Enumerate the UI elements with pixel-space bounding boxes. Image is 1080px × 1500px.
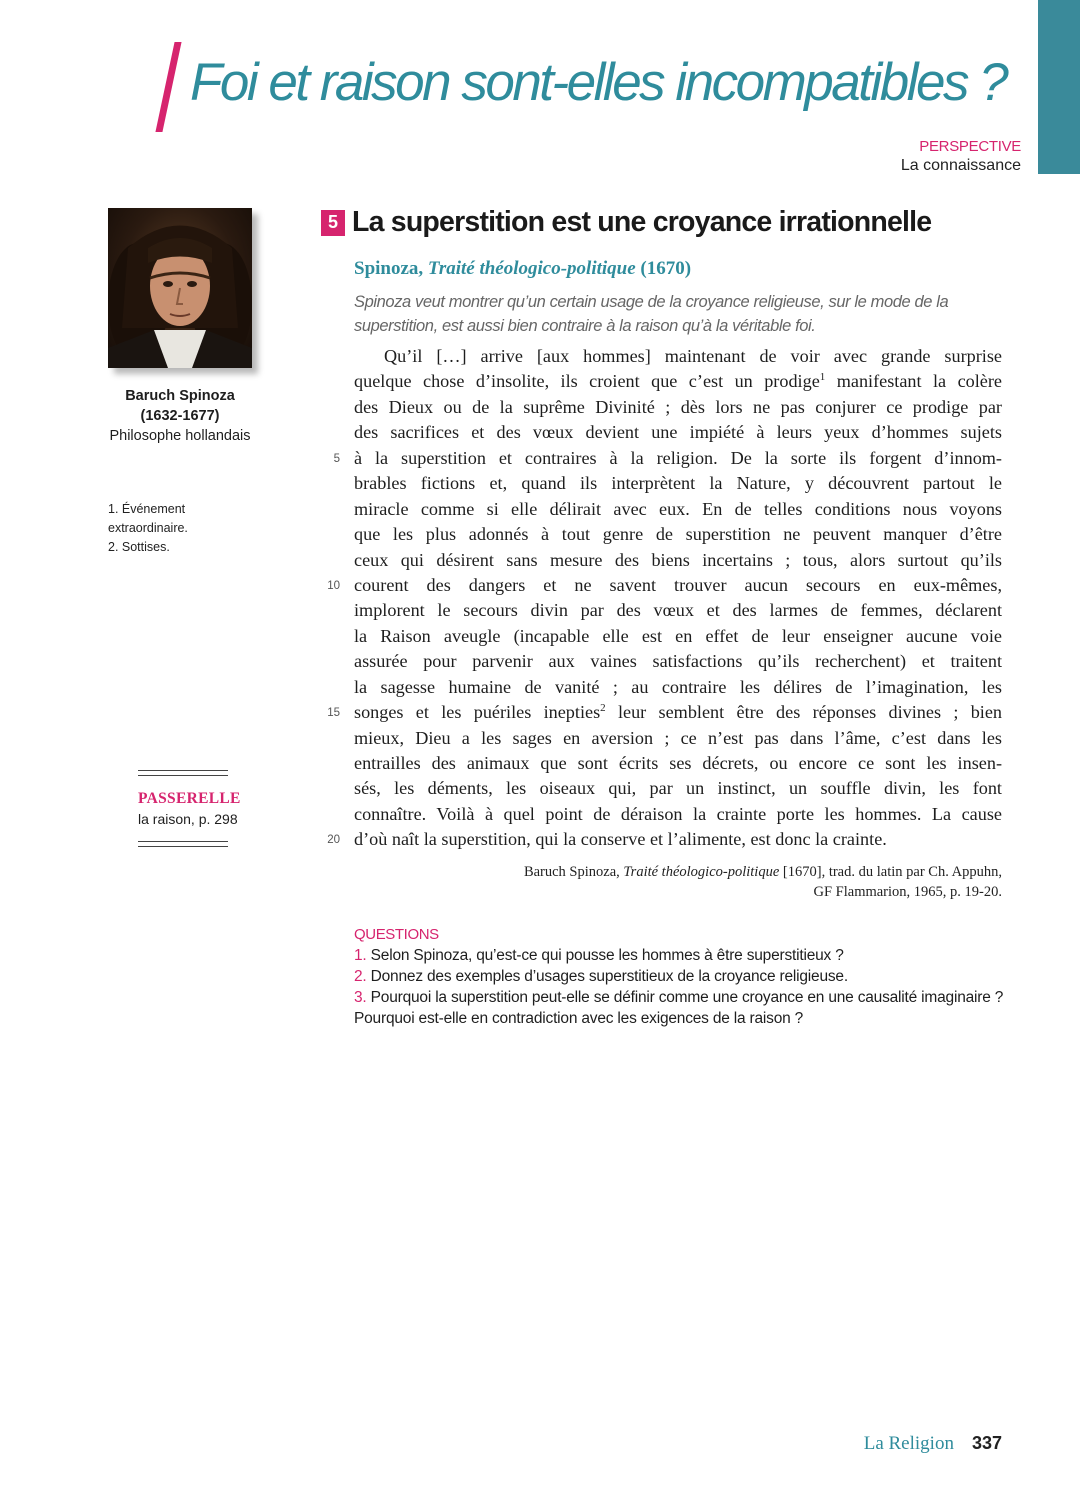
footnotes [108,500,258,557]
philosopher-role: Philosophe hollandais [109,428,251,444]
portrait-illustration [108,208,252,368]
line-number: 10 [327,580,340,592]
source-line [354,258,691,280]
footnote-mark: 2 [600,702,606,715]
text-line: à la superstition et contraires à la religion. De la sorte ils forgent d’innom- [354,447,1002,468]
question-item: 2. Donnez des exemples d’usages superstitieux de la croyance religieuse. [354,968,848,985]
citation [524,862,1002,902]
text-line: ceux qui désirent sans mesure des biens incertains ; tous, alors surtout qu’ils [354,549,1002,570]
text-line: miracle comme si elle délirait avec eux. En de telles conditions nous voyons [354,498,1002,519]
line-number: 20 [327,834,340,846]
perspective-value: La connaissance [900,157,1021,174]
text-line: des sacrifices et des vœux devient une impiété à leurs yeux d’hommes sujets [354,422,1002,443]
text-line: brables fictions et, quand ils interprètent la Nature, y découvrent partout le [354,473,1002,494]
text-line: d’où naît la superstition, qui la conserve et l’alimente, est donc la crainte. [354,829,887,850]
questions-block [354,926,1004,1029]
citation-line: GF Flammarion, 1965, p. 19-20. [813,884,1002,900]
citation-line: Baruch Spinoza, Traité théologico-politique [1670], trad. du latin par Ch. Appuhn, [523,864,1002,880]
questions-heading: QUESTIONS [354,926,439,943]
text-line: implorent le secours divin par des vœux et des larmes de femmes, déclarent [354,600,1002,621]
passerelle-link[interactable]: la raison, p. 298 [138,811,238,827]
source-author: Spinoza, [354,258,424,279]
text-line: assurée pour parvenir aux vaines satisfactions qu’ils recherchent) et traitent [354,651,1002,672]
text-line: mieux, Dieu a les sages en aversion ; ce n’est pas dans l’âme, c’est dans les [354,727,1002,748]
question-item: 3. Pourquoi la superstition peut-elle se définir comme une croyance en une causalité imaginaire ? Pourquoi est-elle en contradiction avec les exigences de la raison ? [354,989,1004,1027]
philosopher-dates: (1632-1677) [140,408,220,424]
footnote-mark: 1 [819,371,826,384]
line-number: 15 [327,707,340,719]
page-title: Foi et raison sont-elles incompatibles ? [190,53,1007,112]
text-line: que les plus adonnés à tout genre de superstition ne peuvent manquer d’être [354,524,1002,545]
chapter-name: La Religion [863,1433,954,1454]
intro-paragraph: Spinoza veut montrer qu’un certain usage de la croyance religieuse, sur le mode de la superstition, est aussi bien contraire à la raison qu’à la véritable foi. [354,293,949,335]
text-line: la sagesse humaine de vanité ; au contraire les délires de l’imagination, les [354,676,1002,697]
passerelle-label: PASSERELLE [138,790,241,807]
text-line: quelque chose d’insolite, ils croient que c’est un prodige$^1$ manifestant la colère [354,371,1002,392]
excerpt-text [354,344,1002,853]
portrait-caption [100,386,260,446]
footnote-line: 2. Sottises. [108,540,170,554]
footnote-line: extraordinaire. [108,521,188,535]
text-line: connaître. Voilà à quel point de déraison la crainte porte les hommes. La cause [354,803,1002,824]
source-year: (1670) [640,258,692,279]
divider [138,841,228,847]
source-work: Traité théologico-politique [427,258,636,279]
page-number: 337 [971,1433,1002,1453]
text-line: Qu’il […] arrive [aux hommes] maintenant de voir avec grande surprise [384,346,1002,366]
title-accent-bar [155,42,181,132]
divider [138,770,228,776]
philosopher-name: Baruch Spinoza [125,388,235,404]
text-line: la Raison aveugle (incapable elle est en effet de leur enseigner aucune voie [354,625,1002,646]
section-number-badge: 5 [321,210,345,236]
page-footer [864,1433,1002,1455]
line-number: 5 [333,453,340,465]
question-item: 1. Selon Spinoza, qu’est-ce qui pousse les hommes à être superstitieux ? [354,947,844,964]
footnote-line: 1. Événement [108,502,186,516]
section-header [321,206,931,239]
text-line: entrailles des animaux que sont écrits ses décrets, ou encore ce sont les insen- [354,753,1002,773]
passerelle-box[interactable] [138,770,241,847]
text-line: des Dieux ou de la suprême Divinité ; dès lors ne pas conjurer ce prodige par [354,396,1002,417]
text-line: songes et les puériles inepties$^2$ leur semblent être des réponses divines ; bien [354,702,1003,723]
perspective-block [901,138,1021,175]
text-line: sés, les déments, les oiseaux qui, par un instinct, un souffle divin, les font [354,778,1002,799]
spinoza-portrait [108,208,252,368]
section-title: La superstition est une croyance irrationnelle [352,206,932,238]
perspective-label: PERSPECTIVE [919,138,1021,155]
chapter-tab-edge [1038,0,1080,174]
text-line: courent des dangers et ne savent trouver aucun secours en eux-mêmes, [354,574,1002,595]
